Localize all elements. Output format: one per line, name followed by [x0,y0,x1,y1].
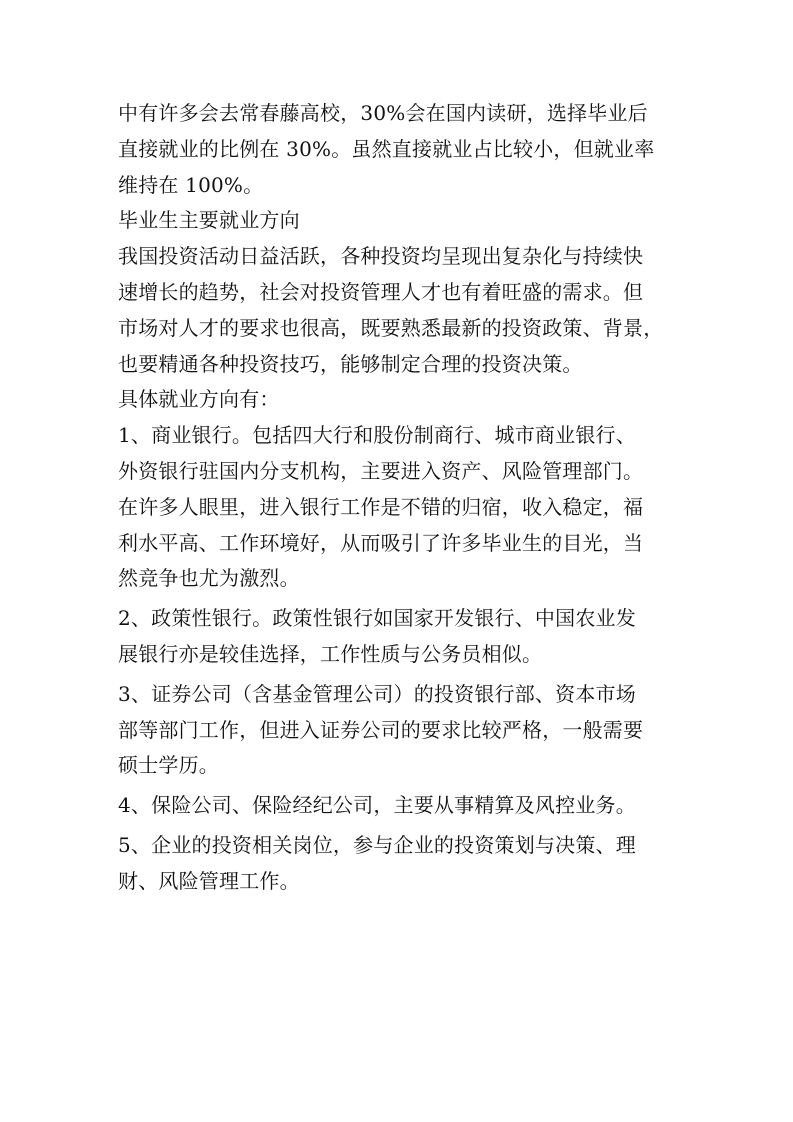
list-item-5-line: 5、企业的投资相关岗位，参与企业的投资策划与决策、理 [118,832,636,857]
document-page [118,96,676,900]
text-line: 我国投资活动日益活跃，各种投资均呈现出复杂化与持续快 [118,244,644,269]
text-line: 中有许多会去常春藤高校，30%会在国内读研，选择毕业后 [118,101,648,125]
list-item-2-line: 展银行亦是较佳选择，工作性质与公务员相似。 [118,641,543,666]
list-item-2-line: 2、政策性银行。政策性银行如国家开发银行、中国农业发 [118,606,636,631]
list-item-3-line: 部等部门工作，但进入证券公司的要求比较严格，一般需要 [118,717,644,742]
list-item-1-line: 外资银行驻国内分支机构，主要进入资产、风险管理部门。 [118,458,644,483]
text-line: 速增长的趋势，社会对投资管理人才也有着旺盛的需求。但 [118,279,644,304]
list-item-3-line: 3、证券公司（含基金管理公司）的投资银行部、资本市场 [118,681,636,706]
list-item-1-line: 在许多人眼里，进入银行工作是不错的归宿，收入稳定，福 [118,494,644,519]
list-item-5-line: 财、风险管理工作。 [118,868,300,893]
list-item-4-line: 4、保险公司、保险经纪公司，主要从事精算及风控业务。 [118,793,636,818]
section-heading: 毕业生主要就业方向 [118,208,300,233]
list-item-3-line: 硕士学历。 [118,753,219,778]
list-item-1-line: 利水平高、工作环境好，从而吸引了许多毕业生的目光，当 [118,530,644,555]
list-item-1-line: 1、商业银行。包括四大行和股份制商行、城市商业银行、 [118,423,636,448]
text-line: 也要精通各种投资技巧，能够制定合理的投资决策。 [118,351,583,376]
list-intro: 具体就业方向有： [118,387,280,412]
text-line: 维持在 100%。 [118,172,264,197]
text-line: 直接就业的比例在 30%。虽然直接就业占比较小，但就业率 [118,136,655,161]
list-item-1-line: 然竞争也尤为激烈。 [118,566,300,591]
text-line: 市场对人才的要求也很高，既要熟悉最新的投资政策、背景， [118,315,664,340]
